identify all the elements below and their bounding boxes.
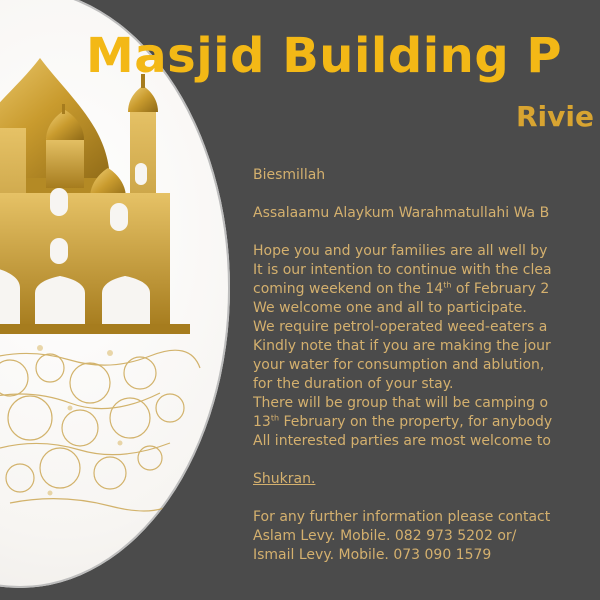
letter-line: We require petrol-operated weed-eaters a [253,319,548,335]
mosque-illustration-icon [0,0,230,588]
contact-ismail: Ismail Levy. Mobile. 073 090 1579 [253,547,492,563]
letter-line: It is our intention to continue with the clea [253,262,552,278]
letter-line: There will be group that will be camping o [253,395,549,411]
letter-greeting: Biesmillah [253,167,326,183]
contact-aslam: Aslam Levy. Mobile. 082 973 5202 or/ [253,528,517,544]
letter-thanks: Shukran. [253,471,316,487]
letter-line: We welcome one and all to participate. [253,300,527,316]
contact-intro: For any further information please contact [253,509,551,525]
letter-line: Kindly note that if you are making the jour [253,338,551,354]
page-subtitle: Rivie [516,100,594,133]
letter-line: for the duration of your stay. [253,376,454,392]
letter-line: coming weekend on the 14th of February 2 [253,280,550,297]
letter-line: 13th February on the property, for anybody [253,413,553,430]
letter-line: your water for consumption and ablution, [253,357,545,373]
letter-line: Hope you and your families are all well by [253,243,548,259]
page-title: Masjid Building P [86,28,563,84]
letter-salaam: Assalaamu Alaykum Warahmatullahi Wa B [253,205,550,221]
letter-line: All interested parties are most welcome to [253,433,551,449]
letter-body [253,166,600,565]
mosque-image-circle [0,0,230,588]
